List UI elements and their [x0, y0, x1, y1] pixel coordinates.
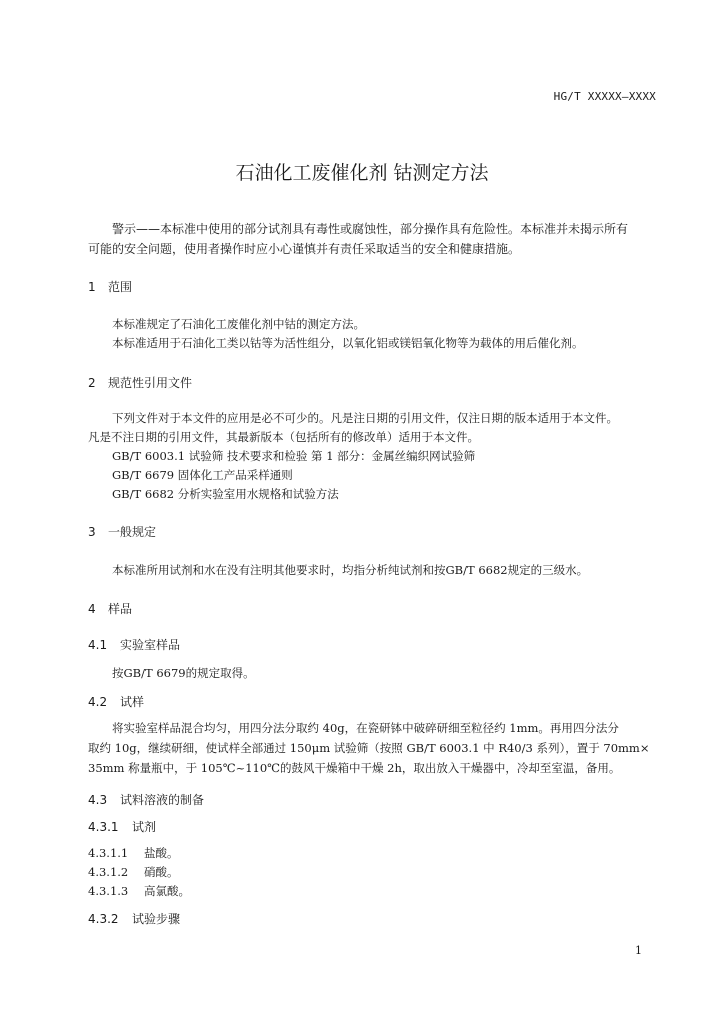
- reagent-item: [88, 883, 190, 899]
- section-1-heading: [88, 278, 132, 295]
- page-number: 1: [635, 944, 642, 957]
- section-title: 样品: [108, 602, 133, 616]
- paragraph: 按GB/T 6679的规定取得。: [112, 666, 255, 680]
- reference-item: GB/T 6003.1 试验筛 技术要求和检验 第 1 部分：金属丝编织网试验筛: [112, 449, 476, 463]
- warning-line-2: 可能的安全问题，使用者操作时应小心谨慎并有责任采取适当的安全和健康措施。: [88, 242, 521, 256]
- warning-line-1: 警示——本标准中使用的部分试剂具有毒性或腐蚀性，部分操作具有危险性。本标准并未揭示所有: [112, 222, 629, 236]
- section-number: 2: [88, 376, 96, 390]
- paragraph: 本标准适用于石油化工类以钴等为活性组分，以氧化铝或镁铝氧化物等为载体的用后催化剂。: [112, 336, 584, 350]
- section-number: 4.3.1: [88, 820, 119, 834]
- section-4-3-2-heading: [88, 910, 180, 927]
- section-title: 范围: [108, 280, 133, 294]
- paragraph: 本标准规定了石油化工废催化剂中钴的测定方法。: [112, 317, 365, 331]
- section-title: 实验室样品: [120, 638, 181, 652]
- reagent-number: 4.3.1.3: [88, 884, 129, 898]
- section-4-3-1-heading: [88, 818, 156, 835]
- reagent-name: 硝酸。: [144, 865, 179, 879]
- section-number: 4.3.2: [88, 912, 119, 926]
- document-code: HG/T XXXXX—XXXX: [553, 90, 656, 103]
- reagent-name: 高氯酸。: [144, 884, 190, 898]
- reagent-number: 4.3.1.2: [88, 865, 129, 879]
- section-3-heading: [88, 523, 156, 540]
- paragraph: 本标准所用试剂和水在没有注明其他要求时，均指分析纯试剂和按GB/T 6682规定的三级水。: [112, 563, 589, 577]
- paragraph: 下列文件对于本文件的应用是必不可少的。凡是注日期的引用文件，仅注日期的版本适用于本文件。: [112, 411, 618, 425]
- section-number: 4.2: [88, 695, 108, 709]
- reagent-item: [88, 864, 179, 880]
- section-4-heading: [88, 600, 132, 617]
- document-title: 石油化工废催化剂 钴测定方法: [235, 162, 489, 184]
- paragraph: 凡是不注日期的引用文件，其最新版本（包括所有的修改单）适用于本文件。: [88, 430, 479, 444]
- section-number: 4.1: [88, 638, 108, 652]
- section-4-3-heading: [88, 791, 204, 808]
- paragraph-line: 35mm 称量瓶中，于 105℃~110℃的鼓风干燥箱中干燥 2h，取出放入干燥器中，冷却至室温，备用。: [88, 761, 621, 775]
- section-title: 一般规定: [108, 525, 157, 539]
- section-title: 试料溶液的制备: [120, 793, 205, 807]
- section-2-heading: [88, 374, 192, 391]
- section-number: 4: [88, 602, 96, 616]
- reagent-number: 4.3.1.1: [88, 846, 129, 860]
- section-title: 试样: [120, 695, 145, 709]
- section-4-2-heading: [88, 693, 144, 710]
- section-title: 试剂: [132, 820, 157, 834]
- section-title: 规范性引用文件: [108, 376, 193, 390]
- section-number: 4.3: [88, 793, 108, 807]
- reagent-name: 盐酸。: [144, 846, 179, 860]
- reference-item: GB/T 6682 分析实验室用水规格和试验方法: [112, 487, 339, 501]
- section-number: 1: [88, 280, 96, 294]
- section-title: 试验步骤: [132, 912, 181, 926]
- section-4-1-heading: [88, 636, 180, 653]
- section-number: 3: [88, 525, 96, 539]
- paragraph-line: 取约 10g，继续研细，使试样全部通过 150μm 试验筛（按照 GB/T 6003.1 中 R40/3 系列），置于 70mm×: [88, 741, 650, 755]
- reference-item: GB/T 6679 固体化工产品采样通则: [112, 468, 293, 482]
- paragraph-line: 将实验室样品混合均匀，用四分法分取约 40g，在瓷研钵中破碎研细至粒径约 1mm。再用四分法分: [112, 721, 619, 735]
- reagent-item: [88, 845, 179, 861]
